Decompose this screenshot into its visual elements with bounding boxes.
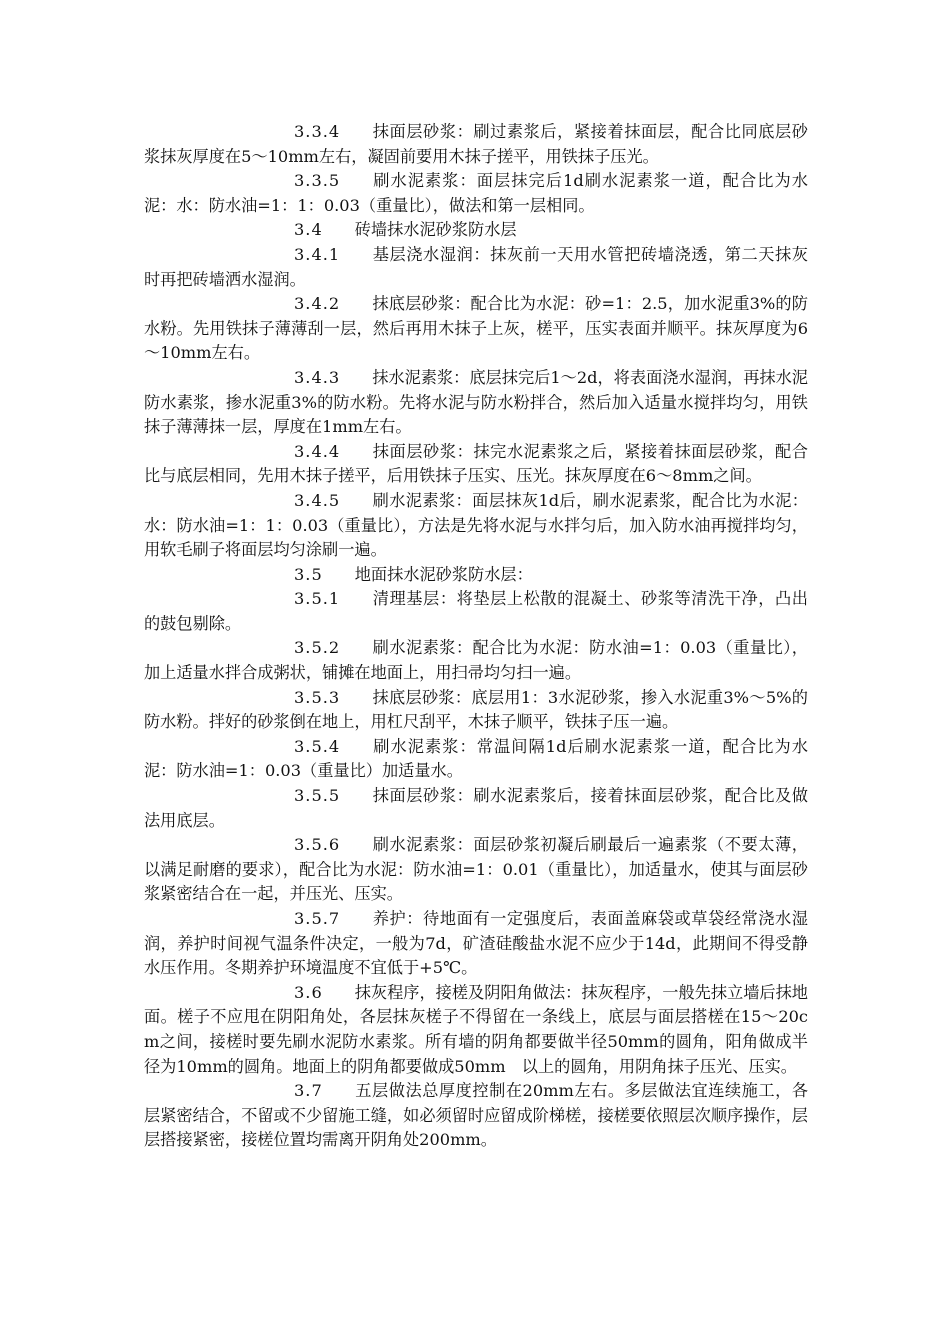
paragraph-3-3-5 bbox=[144, 169, 808, 218]
paragraph-3-6 bbox=[144, 981, 808, 1079]
paragraph-text: 抹底层砂浆：底层用1：3水泥砂浆，掺入水泥重3%～5%的防水粉。拌好的砂浆倒在地上，用杠尺刮平，木抹子顺平，铁抹子压一遍。 bbox=[144, 687, 808, 732]
section-number: 3.4.4 bbox=[294, 441, 341, 461]
section-number: 3.4.1 bbox=[294, 244, 341, 264]
section-number: 3.3.5 bbox=[294, 171, 341, 191]
document-body bbox=[144, 120, 808, 1153]
paragraph-3-5-7 bbox=[144, 907, 808, 981]
paragraph-text: 抹水泥素浆：底层抹完后1～2d，将表面浇水湿润，再抹水泥防水素浆，掺水泥重3%的防水粉。先将水泥与防水粉拌合，然后加入适量水搅拌均匀，用铁抹子薄薄抹一层，厚度在1mm左右。 bbox=[144, 367, 808, 437]
paragraph-3-4-1 bbox=[144, 243, 808, 292]
paragraph-3-5-1 bbox=[144, 587, 808, 636]
paragraph-text: 刷水泥素浆：面层抹灰1d后，刷水泥素浆，配合比为水泥：水：防水油=1：1：0.03（重量比），方法是先将水泥与水拌匀后，加入防水油再搅拌均匀，用软毛刷子将面层均匀涂刷一遍。 bbox=[144, 490, 808, 560]
paragraph-3-5-6 bbox=[144, 833, 808, 907]
paragraph-text: 清理基层：将垫层上松散的混凝土、砂浆等清洗干净，凸出的鼓包剔除。 bbox=[144, 589, 808, 633]
section-number: 3.7 bbox=[294, 1081, 323, 1101]
paragraph-3-4-3 bbox=[144, 366, 808, 440]
section-number: 3.4.3 bbox=[294, 367, 341, 387]
section-number: 3.5.7 bbox=[294, 909, 341, 928]
paragraph-text: 刷水泥素浆：常温间隔1d后刷水泥素浆一道，配合比为水泥：防水油=1：0.03（重量比）加适量水。 bbox=[144, 736, 808, 781]
heading-3-5 bbox=[144, 563, 808, 588]
heading-3-4 bbox=[144, 218, 808, 243]
paragraph-text: 刷水泥素浆：面层砂浆初凝后刷最后一遍素浆（不要太薄，以满足耐磨的要求），配合比为水泥：防水油=1：0.01（重量比），加适量水，使其与面层砂浆紧密结合在一起，并压光、压实。 bbox=[144, 835, 808, 904]
paragraph-3-5-3 bbox=[144, 686, 808, 735]
paragraph-text: 五层做法总厚度控制在20mm左右。多层做法宜连续施工，各层紧密结合，不留或不少留施工缝，如必须留时应留成阶梯槎，接槎要依照层次顺序操作，层层搭接紧密，接槎位置均需离开阴角处200mm。 bbox=[144, 1081, 808, 1150]
section-number: 3.5.5 bbox=[294, 786, 341, 806]
paragraph-3-5-2 bbox=[144, 636, 808, 685]
paragraph-text: 抹面层砂浆：刷水泥素浆后，接着抹面层砂浆，配合比及做法用底层。 bbox=[144, 786, 808, 830]
paragraph-text: 养护：待地面有一定强度后，表面盖麻袋或草袋经常浇水湿润，养护时间视气温条件决定，一般为7d，矿渣硅酸盐水泥不应少于14d，此期间不得受静水压作用。冬期养护环境温度不宜低于+5℃。 bbox=[144, 909, 808, 978]
section-number: 3.5 bbox=[294, 564, 323, 584]
paragraph-3-3-4 bbox=[144, 120, 808, 169]
section-heading: 砖墙抹水泥砂浆防水层 bbox=[354, 220, 517, 240]
section-number: 3.4.2 bbox=[294, 294, 341, 314]
section-heading: 地面抹水泥砂浆防水层： bbox=[354, 564, 533, 584]
section-number: 3.3.4 bbox=[294, 122, 341, 141]
section-number: 3.5.6 bbox=[294, 835, 341, 855]
paragraph-text: 抹灰程序，接槎及阴阳角做法：抹灰程序，一般先抹立墙后抹地面。槎子不应甩在阴阳角处，各层抹灰槎子不得留在一条线上，底层与面层搭槎在15～20cm之间，接槎时要先刷水泥防水素浆。所有墙的阴角都要做半径50mm的圆角，阳角做成半径为10mm的圆角。地面上的阴角都要做成50mm 以上的圆角，用阴角抹子压光、压实。 bbox=[144, 982, 808, 1076]
paragraph-text: 刷水泥素浆：配合比为水泥：防水油=1：0.03（重量比），加上适量水拌合成粥状，铺摊在地面上，用扫帚均匀扫一遍。 bbox=[144, 638, 808, 683]
paragraph-3-5-5 bbox=[144, 784, 808, 833]
paragraph-text: 抹面层砂浆：抹完水泥素浆之后，紧接着抹面层砂浆，配合比与底层相同，先用木抹子搓平，后用铁抹子压实、压光。抹灰厚度在6～8mm之间。 bbox=[144, 441, 808, 486]
section-number: 3.5.2 bbox=[294, 638, 341, 658]
paragraph-text: 刷水泥素浆：面层抹完后1d刷水泥素浆一道，配合比为水泥：水：防水油=1：1：0.03（重量比），做法和第一层相同。 bbox=[144, 171, 808, 215]
paragraph-text: 抹底层砂浆：配合比为水泥：砂=1：2.5，加水泥重3%的防水粉。先用铁抹子薄薄刮一层，然后再用木抹子上灰，槎平，压实表面并顺平。抹灰厚度为6～10mm左右。 bbox=[144, 294, 808, 363]
paragraph-3-4-5 bbox=[144, 489, 808, 563]
paragraph-text: 基层浇水湿润：抹灰前一天用水管把砖墙浇透，第二天抹灰时再把砖墙洒水湿润。 bbox=[144, 244, 808, 289]
paragraph-3-4-2 bbox=[144, 292, 808, 366]
paragraph-3-5-4 bbox=[144, 735, 808, 784]
paragraph-text: 抹面层砂浆：刷过素浆后，紧接着抹面层，配合比同底层砂浆抹灰厚度在5～10mm左右，凝固前要用木抹子搓平，用铁抹子压光。 bbox=[144, 122, 808, 166]
section-number: 3.4 bbox=[294, 220, 323, 240]
section-number: 3.4.5 bbox=[294, 490, 341, 510]
section-number: 3.5.3 bbox=[294, 687, 341, 707]
section-number: 3.5.4 bbox=[294, 736, 341, 756]
paragraph-3-4-4 bbox=[144, 440, 808, 489]
section-number: 3.5.1 bbox=[294, 589, 341, 609]
section-number: 3.6 bbox=[294, 982, 323, 1002]
paragraph-3-7 bbox=[144, 1079, 808, 1153]
